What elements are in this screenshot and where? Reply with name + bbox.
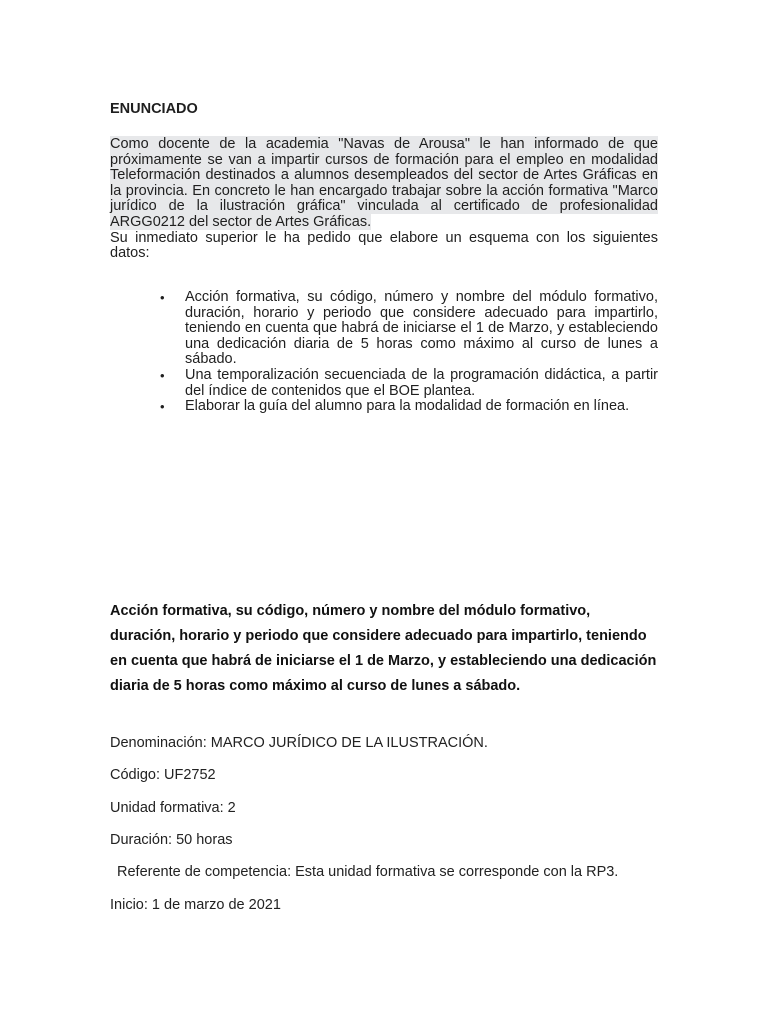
intro-plain-text: Su inmediato superior le ha pedido que elabore un esquema con los siguientes datos: bbox=[110, 229, 658, 262]
field-codigo: Código: UF2752 bbox=[110, 767, 216, 783]
field-unidad-formativa: Unidad formativa: 2 bbox=[110, 800, 236, 816]
heading-enunciado: ENUNCIADO bbox=[110, 101, 198, 117]
bullet-item-guia-alumno: • Elaborar la guía del alumno para la modalidad de formación en línea. bbox=[160, 399, 658, 415]
bullet-item-temporalizacion: • Una temporalización secuenciada de la programación didáctica, a partir del índice de contenidos que el BOE plantea. bbox=[160, 368, 658, 399]
section-title: Acción formativa, su código, número y nombre del módulo formativo, duración, horario y periodo que considere adecuado para impartirlo, teniendo en cuenta que habrá de iniciarse el 1 de Marzo, y estableciendo una dedicación diaria de 5 horas como máximo al curso de lunes a sábado. bbox=[110, 603, 657, 694]
field-denominacion: Denominación: MARCO JURÍDICO DE LA ILUSTRACIÓN. bbox=[110, 735, 488, 751]
intro-paragraph bbox=[110, 137, 658, 262]
intro-highlighted-text: Como docente de la academia "Navas de Arousa" le han informado de que próximamente se van a impartir cursos de formación para el empleo en modalidad Teleformación destinados a alumnos desempleados del sector de Artes Gráficas en la provincia. En concreto le han encargado trabajar sobre la acción formativa "Marco jurídico de la ilustración gráfica" vinculada al certificado de profesionalidad ARGG0212 del sector de Artes Gráficas. bbox=[110, 136, 658, 230]
field-inicio: Inicio: 1 de marzo de 2021 bbox=[110, 897, 281, 913]
field-referente-competencia: Referente de competencia: Esta unidad formativa se corresponde con la RP3. bbox=[117, 864, 619, 880]
bullet-list bbox=[160, 290, 658, 415]
bullet-item-accion-formativa: • Acción formativa, su código, número y nombre del módulo formativo, duración, horario y periodo que considere adecuado para impartirlo, teniendo en cuenta que habrá de iniciarse el 1 de Marzo, y estableciendo una dedicación diaria de 5 horas como máximo al curso de lunes a sábado. bbox=[160, 290, 658, 368]
field-duracion: Duración: 50 horas bbox=[110, 832, 233, 848]
